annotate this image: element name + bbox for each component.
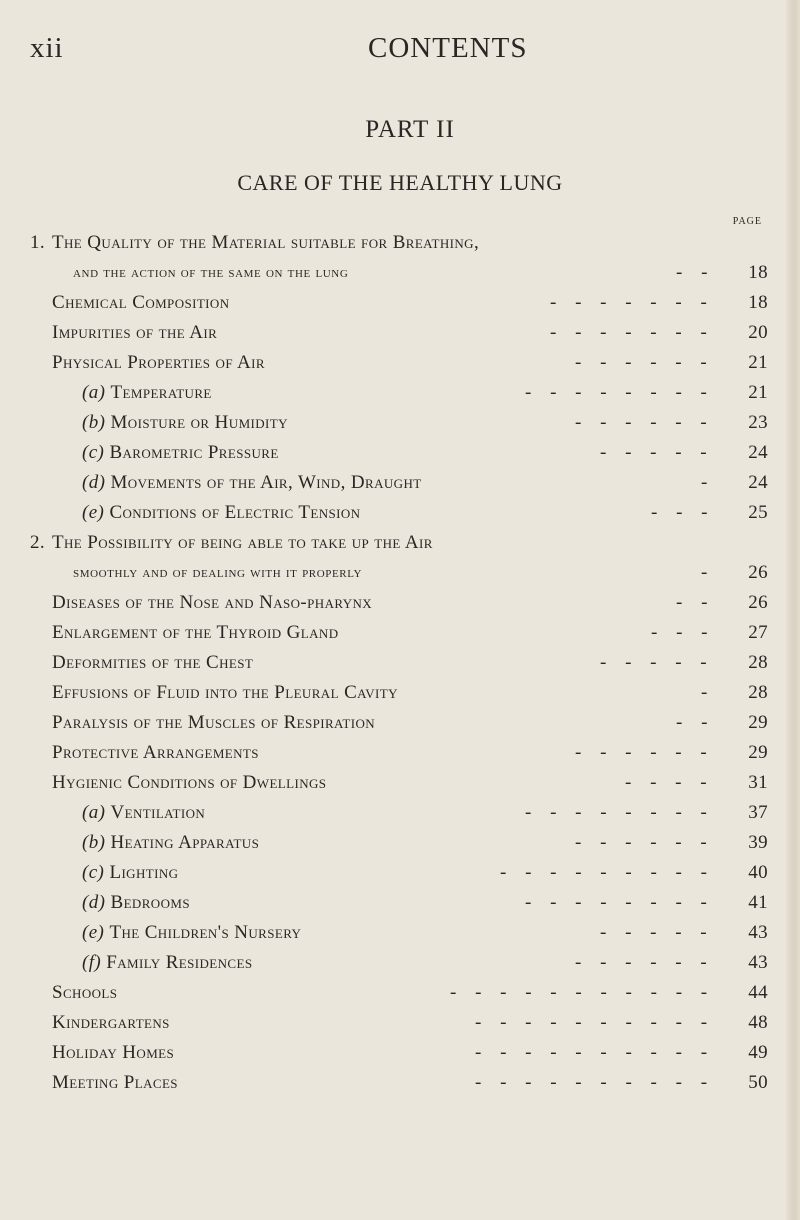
leader-dots: - - - - - - [575,832,714,853]
entry-text: The Quality of the Material suitable for Breathing, [52,232,480,253]
leader-dots: - - - - - - - - - - [475,1012,715,1033]
toc-entry [0,618,800,648]
toc-entry [0,888,800,918]
entry-page-number: 48 [748,1012,768,1033]
entry-text: and the action of the same on the lung [73,264,349,281]
entry-page-number: 43 [748,922,768,943]
toc-entry [0,798,800,828]
toc-entry [0,318,800,348]
leader-dots: - - - - - - - - [525,802,714,823]
entry-page-number: 28 [748,652,768,673]
leader-dots: - [701,682,715,703]
leader-dots: - - - - - [600,652,714,673]
running-head-title: CONTENTS [368,32,528,64]
toc-entry [0,498,800,528]
leader-dots: - - - - - - - - - [500,862,714,883]
entry-title [52,768,326,798]
toc-entry [0,288,800,318]
leader-dots: - - - - [625,772,714,793]
entry-page-number: 27 [748,622,768,643]
entry-page-number: 37 [748,802,768,823]
entry-text: Hygienic Conditions of Dwellings [52,772,327,793]
entry-title [52,588,372,618]
toc-entry [0,708,800,738]
toc-entry [0,948,800,978]
entry-title [52,1038,174,1068]
entry-title [52,348,265,378]
entry-text: Schools [52,982,118,1003]
entry-title [52,618,338,648]
entry-letter: (e) [82,922,110,943]
entry-title [82,408,288,438]
toc-entry [0,828,800,858]
table-of-contents [0,228,800,1098]
leader-dots: - - - - - - - - - - [475,1042,715,1063]
entry-title [82,468,422,498]
leader-dots: - - [676,712,715,733]
toc-entry [0,1068,800,1098]
entry-page-number: 31 [748,772,768,793]
entry-text: Bedrooms [110,892,190,913]
entry-number: 1. [30,232,46,253]
leader-dots: - [701,472,715,493]
toc-entry [0,768,800,798]
entry-text: Paralysis of the Muscles of Respiration [52,712,376,733]
leader-dots: - - - - - - [575,352,714,373]
entry-title [82,918,301,948]
entry-text: Temperature [110,382,212,403]
toc-entry [0,258,800,288]
entry-page-number: 23 [748,412,768,433]
entry-title [82,888,190,918]
entry-page-number: 29 [748,742,768,763]
page-column-label: PAGE [732,216,762,227]
toc-entry [0,588,800,618]
entry-title [52,678,398,708]
entry-title [52,288,229,318]
leader-dots: - - [676,592,715,613]
entry-title [52,978,117,1008]
entry-number: 2. [30,532,46,553]
entry-text: Holiday Homes [52,1042,175,1063]
leader-dots: - [701,562,715,583]
toc-entry [0,408,800,438]
entry-text: Enlargement of the Thyroid Gland [52,622,339,643]
entry-title [82,378,212,408]
entry-page-number: 26 [748,592,768,613]
entry-page-number: 49 [748,1042,768,1063]
entry-title [82,438,279,468]
toc-entry [0,228,800,258]
entry-page-number: 44 [748,982,768,1003]
entry-title [52,708,375,738]
leader-dots: - - - - - - - [550,322,714,343]
toc-entry [0,978,800,1008]
entry-title [52,1008,170,1038]
entry-page-number: 18 [748,292,768,313]
entry-text: The Possibility of being able to take up the Air [52,532,433,553]
entry-page-number: 20 [748,322,768,343]
entry-letter: (d) [82,472,111,493]
entry-text: Deformities of the Chest [52,652,254,673]
entry-text: Protective Arrangements [52,742,259,763]
entry-title [82,858,178,888]
entry-title [82,828,259,858]
entry-text: Heating Apparatus [110,832,260,853]
leader-dots: - - - [651,502,715,523]
toc-entry [0,678,800,708]
entry-page-number: 28 [748,682,768,703]
part-title: PART II [365,116,455,143]
leader-dots: - - - - - - - - [525,892,714,913]
entry-text: smoothly and of dealing with it properly [73,564,363,581]
entry-title [82,498,360,528]
entry-page-number: 39 [748,832,768,853]
leader-dots: - - - [651,622,715,643]
leader-dots: - - - - - - [575,952,714,973]
entry-text: Effusions of Fluid into the Pleural Cavity [52,682,398,703]
running-head [0,32,800,72]
entry-title [52,648,253,678]
entry-letter: (c) [82,442,110,463]
entry-letter: (d) [82,892,111,913]
entry-page-number: 29 [748,712,768,733]
entry-text: Ventilation [110,802,206,823]
toc-entry [0,528,800,558]
entry-page-number: 41 [748,892,768,913]
toc-entry [0,858,800,888]
toc-entry [0,648,800,678]
entry-letter: (f) [82,952,107,973]
entry-text: Meeting Places [52,1072,178,1093]
entry-page-number: 50 [748,1072,768,1093]
entry-page-number: 21 [748,382,768,403]
entry-page-number: 21 [748,352,768,373]
leader-dots: - - - - - - - - - - - [450,982,715,1003]
toc-entry [0,468,800,498]
entry-title [73,558,362,588]
entry-title [82,948,252,978]
entry-text: Kindergartens [52,1012,170,1033]
leader-dots: - - - - - - [575,412,714,433]
entry-text: The Children's Nursery [109,922,302,943]
entry-text: Physical Properties of Air [52,352,265,373]
entry-letter: (c) [82,862,110,883]
entry-text: Impurities of the Air [52,322,218,343]
entry-letter: (a) [82,382,111,403]
entry-text: Moisture or Humidity [110,412,288,433]
section-title: CARE OF THE HEALTHY LUNG [237,170,563,195]
entry-page-number: 18 [748,262,768,283]
leader-dots: - - [676,262,715,283]
entry-text: Movements of the Air, Wind, Draught [110,472,422,493]
entry-text: Diseases of the Nose and Naso-pharynx [52,592,373,613]
leader-dots: - - - - - - - [550,292,714,313]
entry-letter: (b) [82,832,111,853]
entry-text: Barometric Pressure [109,442,279,463]
entry-title [52,228,479,258]
entry-page-number: 24 [748,442,768,463]
entry-title [82,798,205,828]
leader-dots: - - - - - - - - [525,382,714,403]
entry-text: Chemical Composition [52,292,230,313]
leader-dots: - - - - - - [575,742,714,763]
entry-title [73,258,348,288]
toc-entry [0,378,800,408]
toc-entry [0,918,800,948]
toc-entry [0,438,800,468]
toc-entry [0,558,800,588]
toc-entry [0,1038,800,1068]
entry-page-number: 43 [748,952,768,973]
entry-text: Family Residences [106,952,253,973]
entry-title [52,1068,178,1098]
entry-text: Lighting [109,862,179,883]
entry-title [52,528,433,558]
toc-entry [0,1008,800,1038]
entry-title [52,738,259,768]
entry-letter: (a) [82,802,111,823]
toc-entry [0,738,800,768]
page-number: xii [30,32,64,64]
entry-page-number: 26 [748,562,768,583]
entry-page-number: 25 [748,502,768,523]
leader-dots: - - - - - [600,922,714,943]
toc-entry [0,348,800,378]
leader-dots: - - - - - [600,442,714,463]
entry-title [52,318,217,348]
entry-letter: (e) [82,502,110,523]
entry-text: Conditions of Electric Tension [109,502,361,523]
leader-dots: - - - - - - - - - - [475,1072,715,1093]
entry-page-number: 40 [748,862,768,883]
entry-page-number: 24 [748,472,768,493]
entry-letter: (b) [82,412,111,433]
